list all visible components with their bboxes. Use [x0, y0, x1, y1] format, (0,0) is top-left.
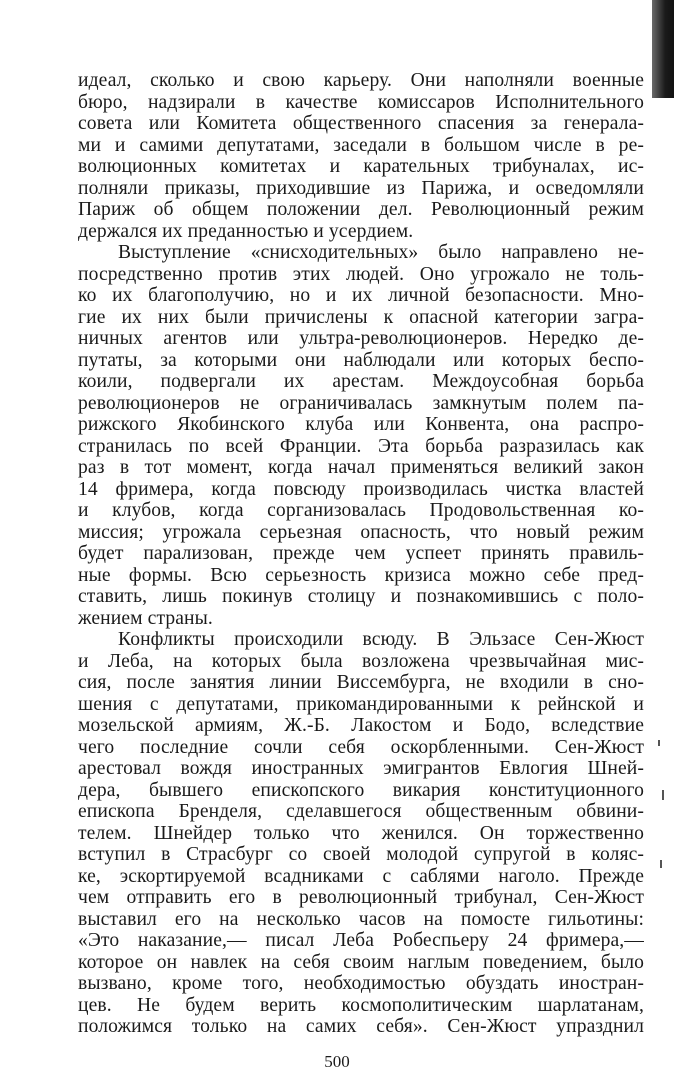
text-line: Выступление «снисходительных» было направлено не- [118, 242, 644, 263]
text-line: будет парализован, прежде чем успеет принять правиль- [78, 543, 644, 564]
text-line: сия, после занятия линии Виссембурга, не входили в сно- [78, 672, 644, 693]
text-line: дера, бывшего епископского викария конституционного [78, 779, 644, 801]
text-line: ные формы. Всю серьезность кризиса можно себе пред- [78, 564, 644, 586]
page-edge-shadow [652, 0, 674, 98]
text-line: держался их преданностью и усердием. [78, 220, 414, 242]
text-line: рижского Якобинского клуба или Конвента, она распро- [78, 414, 644, 435]
text-line: ничных агентов или ультра-революционеров. Нередко де- [78, 328, 644, 349]
text-line: совета или Комитета общественного спасения за генерала- [78, 113, 644, 134]
text-line: арестовал вождя иностранных эмигрантов Евлогия Шней- [78, 758, 644, 779]
text-line: бюро, надзирали в качестве комиссаров Исполнительного [78, 91, 644, 113]
text-line: миссия; угрожала серьезная опасность, что новый режим [78, 521, 644, 543]
text-line: полняли приказы, приходившие из Парижа, и осведомляли [78, 177, 644, 199]
text-line: волюционных комитетах и карательных трибуналах, ис- [78, 156, 644, 177]
text-line: раз в тот момент, когда начал применяться великий закон [78, 457, 644, 478]
scan-speck [662, 790, 664, 800]
text-line: и Леба, на которых была возложена чрезвычайная мис- [78, 650, 644, 672]
scan-speck [660, 860, 662, 868]
text-line: выставил его на несколько часов на помосте гильотины: [78, 908, 644, 930]
text-line: и клубов, когда сорганизовалась Продовольственная ко- [78, 500, 644, 521]
text-line: мозельской армиям, Ж.-Б. Лакостом и Бодо, вследствие [78, 715, 644, 736]
text-line: ми и самими депутатами, заседали в большом числе в ре- [78, 134, 644, 156]
text-line: гие их них были причислены к опасной категории загра- [78, 306, 644, 328]
text-line: цев. Не будем верить космополитическим шарлатанам, [78, 994, 644, 1016]
text-line: посредственно против этих людей. Оно угрожало не толь- [78, 263, 644, 285]
text-line: Париж об общем положении дел. Революционный режим [78, 199, 644, 220]
text-line: жением страны. [78, 607, 213, 629]
text-line: Конфликты происходили всюду. В Эльзасе Сен-Жюст [118, 629, 644, 650]
text-line: положимся только на самих себя». Сен-Жюст упразднил [78, 1016, 644, 1037]
text-line: телем. Шнейдер только что женился. Он торжественно [78, 822, 644, 844]
text-line: чего последние сочли себя оскорбленными. Сен-Жюст [78, 736, 644, 758]
text-line: вступил в Страсбург со своей молодой супругой в коляс- [78, 844, 644, 865]
text-line: чем отправить его в революционный трибунал, Сен-Жюст [78, 887, 644, 908]
body-text [78, 70, 644, 1038]
text-line: ко их благополучию, но и их личной безопасности. Мно- [78, 285, 644, 306]
text-line: ке, эскортируемой всадниками с саблями наголо. Прежде [78, 865, 644, 887]
text-line: шения с депутатами, прикомандированными к рейнской и [78, 693, 644, 715]
text-line: 14 фримера, когда повсюду производилась чистка властей [78, 478, 644, 500]
text-line: «Это наказание,— писал Леба Робеспьеру 24 фримера,— [78, 930, 644, 951]
text-line: которое он навлек на себя своим наглым поведением, было [78, 951, 644, 973]
page-number: 500 [324, 1052, 350, 1071]
text-line: вызвано, кроме того, необходимостью обуздать иностран- [78, 973, 644, 994]
text-line: коили, подвергали их арестам. Междоусобная борьба [78, 371, 644, 392]
text-line: революционеров не ограничивалась замкнутым полем па- [78, 392, 644, 414]
scan-speck [658, 740, 660, 746]
text-line: ставить, лишь покинув столицу и познакомившись с поло- [78, 586, 644, 607]
text-line: путаты, за которыми они наблюдали или которых беспо- [78, 349, 644, 371]
text-line: епископа Бренделя, сделавшегося общественным обвини- [78, 801, 644, 822]
text-line: идеал, сколько и свою карьеру. Они наполняли военные [78, 70, 644, 91]
text-line: странилась по всей Франции. Эта борьба разразилась как [78, 435, 644, 457]
